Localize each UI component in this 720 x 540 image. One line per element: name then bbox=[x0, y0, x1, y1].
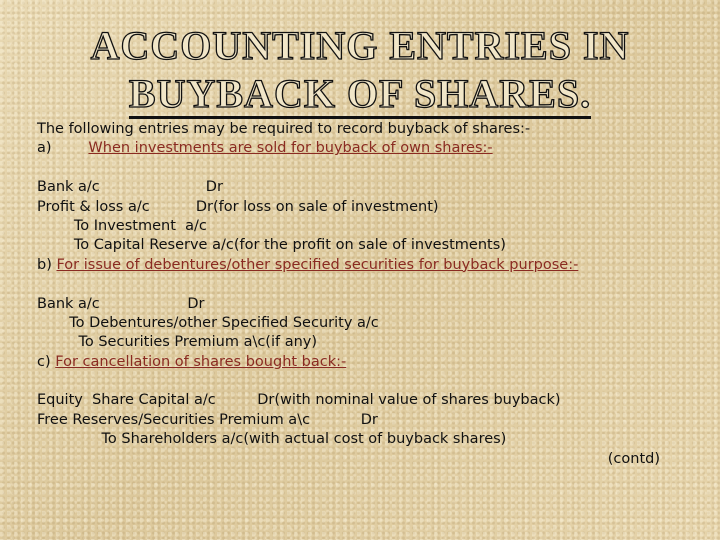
entry-gap bbox=[100, 296, 188, 312]
slide-title bbox=[0, 22, 720, 119]
slide-title-line-1: ACCOUNTING ENTRIES IN bbox=[90, 23, 630, 68]
entry-dr: Dr bbox=[187, 295, 205, 312]
entry-dr: Dr bbox=[205, 179, 223, 196]
section-a-marker: a) bbox=[37, 140, 52, 157]
entry-indent bbox=[37, 431, 102, 447]
entry-indent bbox=[37, 315, 69, 331]
spacer bbox=[37, 372, 697, 391]
spacer bbox=[37, 275, 697, 294]
entry-line bbox=[37, 333, 697, 352]
entry-line bbox=[37, 236, 697, 255]
entry-account: Equity Share Capital a/c bbox=[37, 392, 216, 409]
entry-line bbox=[37, 411, 697, 430]
entry-gap bbox=[310, 412, 361, 428]
entry-dr: Dr bbox=[360, 411, 378, 428]
entry-account: To Debentures/other Specified Security a/c bbox=[69, 314, 379, 331]
entry-account: Bank a/c bbox=[37, 179, 100, 196]
section-a-heading bbox=[37, 139, 697, 158]
entry-line bbox=[37, 178, 697, 197]
section-b-title: For issue of debentures/other specified securities for buyback purpose:- bbox=[56, 256, 579, 273]
entry-line bbox=[37, 391, 697, 410]
entry-account: To Investment a/c bbox=[73, 217, 207, 234]
intro-text: The following entries may be required to record buyback of shares:- bbox=[37, 121, 531, 137]
entry-indent bbox=[37, 334, 78, 350]
entry-gap bbox=[100, 179, 206, 195]
entry-account: Bank a/c bbox=[37, 295, 100, 312]
section-c-title: For cancellation of shares bought back:- bbox=[55, 353, 347, 370]
section-a-title: When investments are sold for buyback of own shares:- bbox=[88, 140, 493, 157]
section-b-heading bbox=[37, 256, 697, 275]
spacer bbox=[37, 159, 697, 178]
entry-line bbox=[37, 430, 697, 449]
entry-indent bbox=[37, 237, 74, 253]
entry-line bbox=[37, 198, 697, 217]
entry-dr: Dr(with nominal value of shares buyback) bbox=[257, 392, 561, 409]
entry-line bbox=[37, 314, 697, 333]
entry-account: To Securities Premium a\c(if any) bbox=[78, 334, 318, 351]
continued-note: (contd) bbox=[607, 451, 660, 467]
entry-account: Free Reserves/Securities Premium a\c bbox=[37, 411, 311, 428]
entry-account: Profit & loss a/c bbox=[37, 198, 150, 215]
entry-line bbox=[37, 295, 697, 314]
entry-line bbox=[37, 217, 697, 236]
entry-dr: Dr(for loss on sale of investment) bbox=[195, 198, 439, 215]
slide-title-line-2: BUYBACK OF SHARES. bbox=[129, 72, 591, 119]
entry-account: To Capital Reserve a/c(for the profit on sale of investments) bbox=[73, 237, 506, 254]
section-b-marker: b) bbox=[37, 256, 52, 273]
entry-gap bbox=[150, 199, 196, 215]
entry-gap bbox=[216, 392, 257, 408]
section-c-marker: c) bbox=[37, 353, 51, 370]
entry-indent bbox=[37, 218, 74, 234]
slide-body bbox=[37, 120, 697, 450]
section-c-heading bbox=[37, 353, 697, 372]
entry-account: To Shareholders a/c(with actual cost of buyback shares) bbox=[101, 431, 507, 448]
